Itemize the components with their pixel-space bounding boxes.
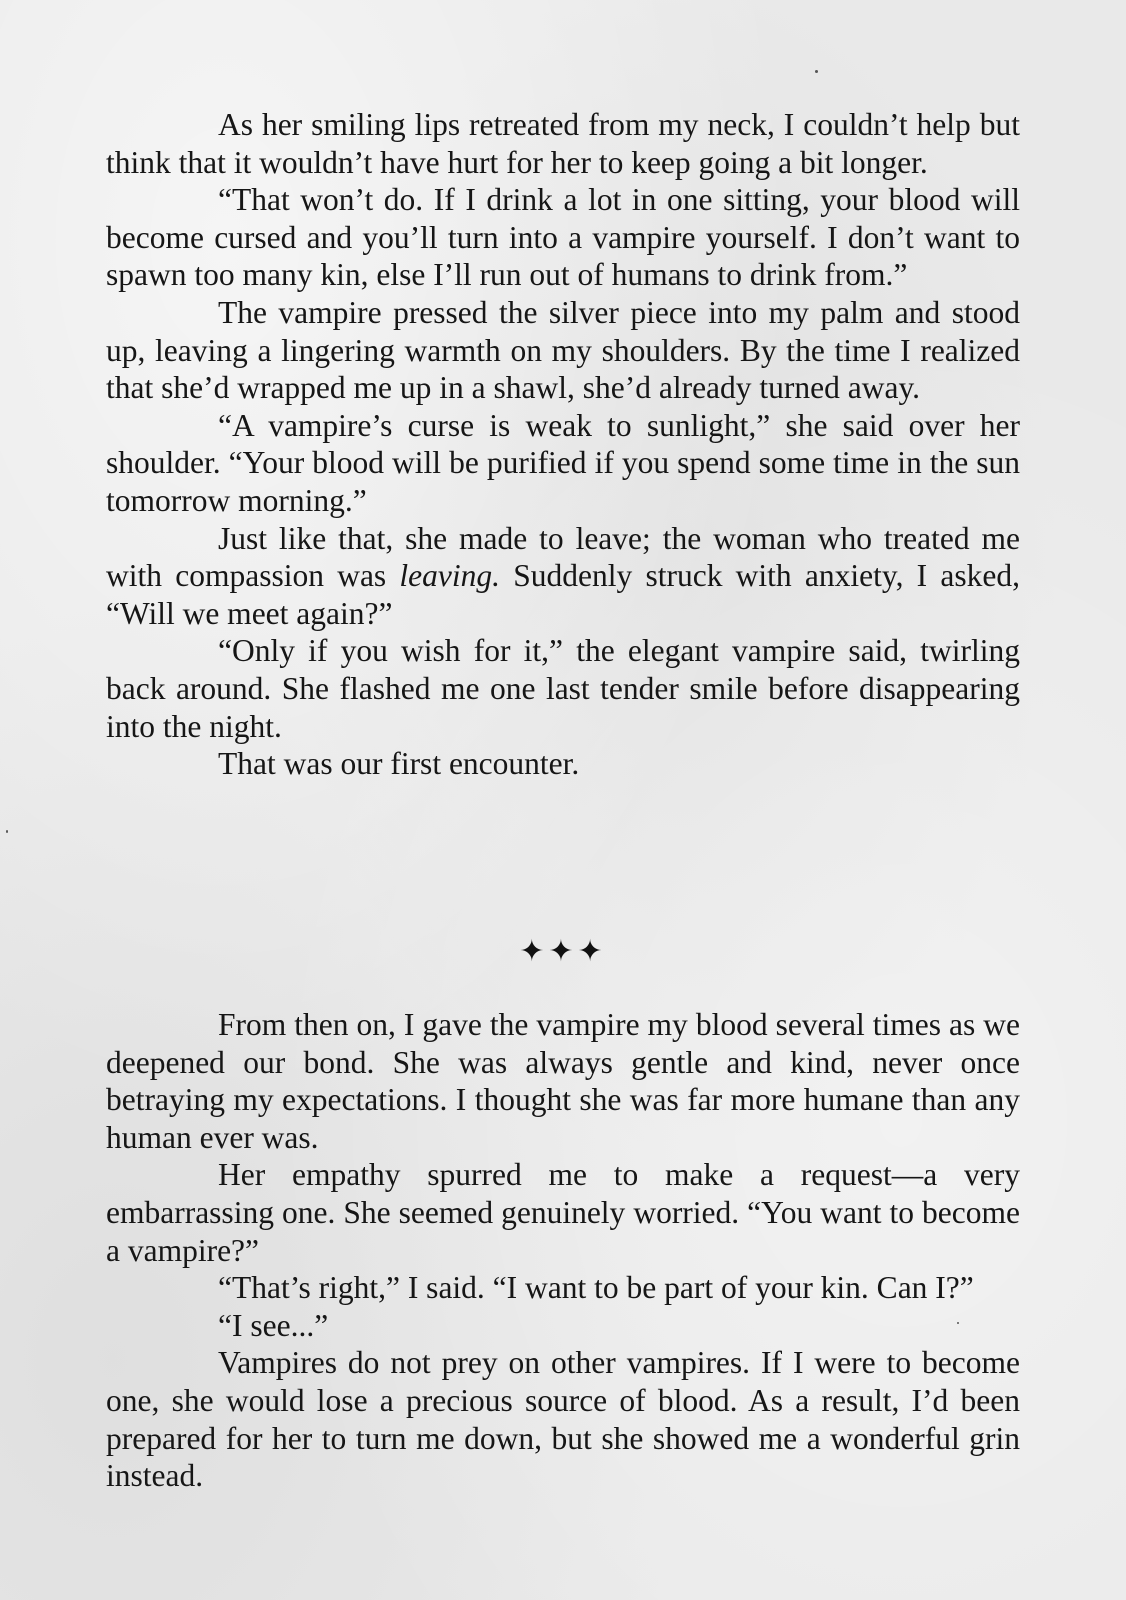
paragraph: As her smiling lips retreated from my neck, I couldn’t help but think that it wouldn’t have hurt for her to keep going a bit longer. bbox=[106, 107, 1020, 180]
section-1 bbox=[106, 106, 1020, 783]
emphasis-text: leaving. bbox=[399, 558, 500, 594]
paragraph-text: Just like that, she made to leave; the woman who treated me with compassion was bbox=[106, 520, 1020, 594]
paragraph: The vampire pressed the silver piece into my palm and stood up, leaving a lingering warmth on my shoulders. By the time I realized that she’d wrapped me up in a shawl, she’d already turned away. bbox=[106, 294, 1020, 406]
paragraph: “A vampire’s curse is weak to sunlight,” she said over her shoulder. “Your blood will be purified if you spend some time in the sun tomorrow morning.” bbox=[106, 407, 1020, 518]
paragraph: “I see...” bbox=[218, 1307, 329, 1343]
paragraph: Her empathy spurred me to make a request—a very embarrassing one. She seemed genuinely worried. “You want to become a vampire?” bbox=[106, 1157, 1020, 1268]
paper-speck bbox=[815, 70, 818, 73]
paragraph: “That’s right,” I said. “I want to be part of your kin. Can I?” bbox=[218, 1270, 974, 1306]
paragraph-text: Suddenly struck with anxiety, I asked, “Will we meet again?” bbox=[106, 558, 1020, 631]
section-2 bbox=[106, 1006, 1020, 1495]
paragraph: From then on, I gave the vampire my blood several times as we deepened our bond. She was always gentle and kind, never once betraying my expectations. I thought she was far more humane than any human ever was. bbox=[106, 1007, 1020, 1155]
paragraph: “That won’t do. If I drink a lot in one sitting, your blood will become cursed and you’ll turn into a vampire yourself. I don’t want to spawn too many kin, else I’ll run out of humans to drink from.” bbox=[106, 182, 1020, 293]
paragraph bbox=[106, 520, 1020, 633]
paper-speck bbox=[6, 830, 8, 833]
section-divider: ✦✦✦ bbox=[519, 934, 607, 969]
paragraph: “Only if you wish for it,” the elegant vampire said, twirling back around. She flashed me one last tender smile before disappearing into the night. bbox=[106, 633, 1020, 744]
paragraph: Vampires do not prey on other vampires. If I were to become one, she would lose a precious source of blood. As a result, I’d been prepared for her to turn me down, but she showed me a wonderful grin instead. bbox=[106, 1345, 1020, 1494]
paragraph: That was our first encounter. bbox=[218, 746, 580, 782]
paper-speck bbox=[957, 1322, 959, 1324]
